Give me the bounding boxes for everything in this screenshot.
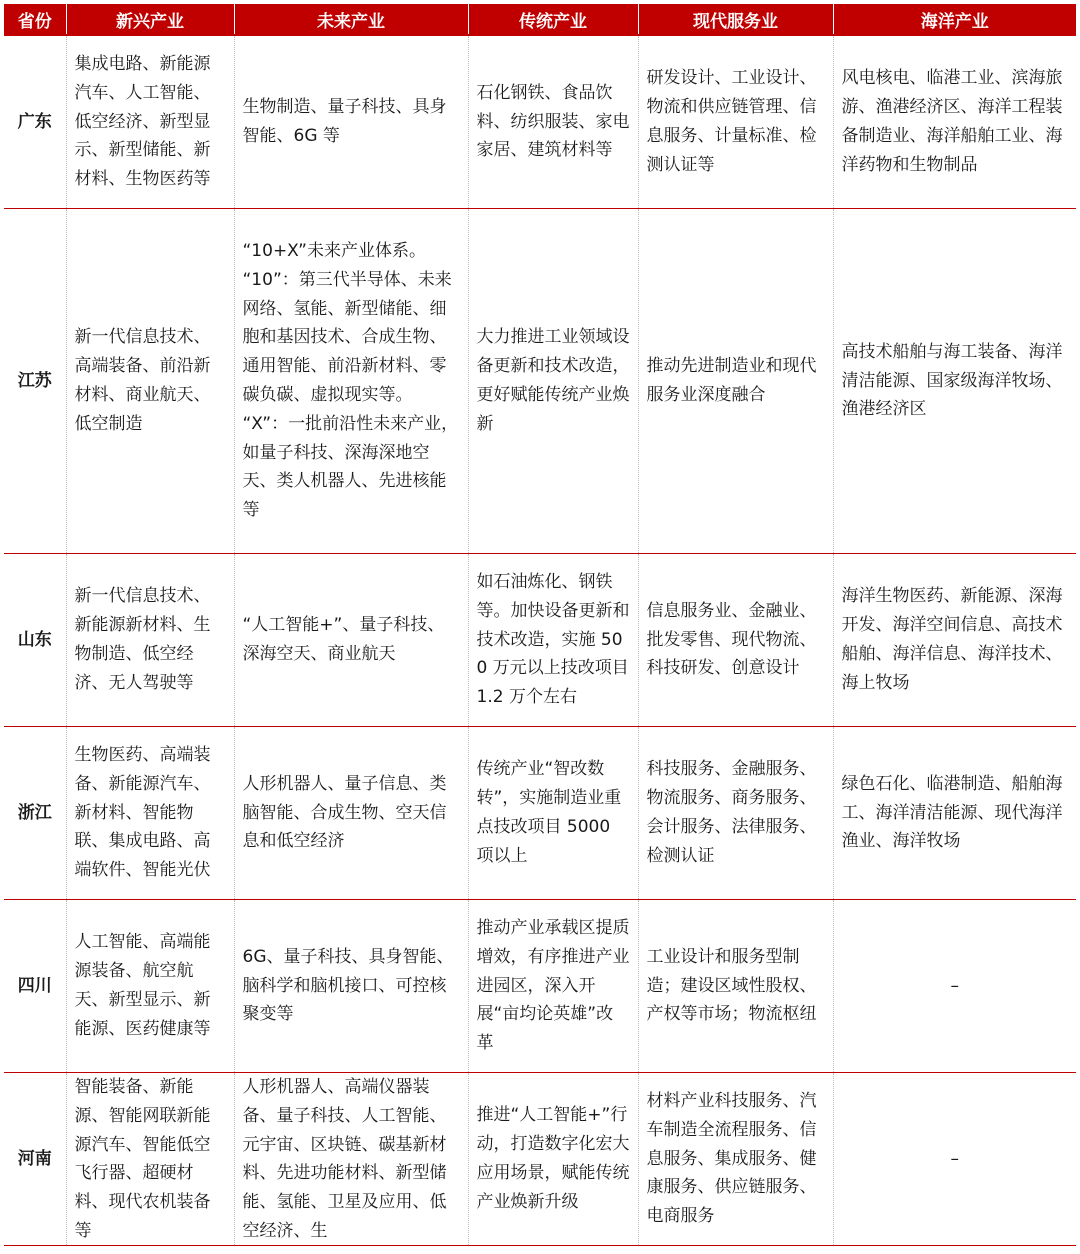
table-row-henan: [4, 1073, 1076, 1246]
emerging-cell: [66, 554, 234, 727]
traditional-cell: [468, 727, 638, 900]
table-header: [4, 4, 1076, 35]
table-body: [4, 35, 1076, 1246]
marine-text: 绿色石化、临港制造、船舶海工、海洋清洁能源、现代海洋渔业、海洋牧场: [841, 773, 1063, 852]
marine-cell: [833, 554, 1076, 727]
header-marine: 海洋产业: [833, 4, 1076, 35]
modern-service-text: 科技服务、金融服务、物流服务、商务服务、会计服务、法律服务、检测认证: [646, 759, 817, 866]
future-text: 生物制造、量子科技、具身智能、6G 等: [242, 97, 447, 146]
marine-cell: [833, 1073, 1076, 1246]
emerging-text: 新一代信息技术、新能源新材料、生物制造、低空经济、无人驾驶等: [74, 586, 211, 693]
traditional-cell: [468, 209, 638, 554]
emerging-cell: [66, 900, 234, 1073]
table-row-guangdong: [4, 35, 1076, 209]
province-cell: 江苏: [4, 209, 66, 554]
emerging-text: 新一代信息技术、高端装备、前沿新材料、商业航天、低空制造: [74, 327, 211, 434]
table-row-shandong: [4, 554, 1076, 727]
province-cell: 广东: [4, 35, 66, 209]
emerging-cell: [66, 209, 234, 554]
future-cell: [234, 1073, 468, 1246]
emerging-cell: [66, 35, 234, 209]
future-text: 人形机器人、高端仪器装备、量子科技、人工智能、元宇宙、区块链、碳基新材料、先进功能材料、新型储能、氢能、卫星及应用、低空经济、生: [242, 1077, 447, 1241]
modern-service-cell: [638, 900, 833, 1073]
marine-text: –: [950, 975, 959, 996]
table-row-zhejiang: [4, 727, 1076, 900]
modern-service-cell: [638, 209, 833, 554]
province-cell: 山东: [4, 554, 66, 727]
table-row-sichuan: [4, 900, 1076, 1073]
traditional-text: 推进“人工智能+”行动，打造数字化宏大应用场景，赋能传统产业焕新升级: [476, 1105, 630, 1212]
future-text: “10+X”未来产业体系。 “10”：第三代半导体、未来网络、氢能、新型储能、细胞和基因技术、合成生物、通用智能、前沿新材料、零碳负碳、虚拟现实等。 “X”：一批前沿性未来产业，如量子科技、深海深地空天、类人机器人、先进核能等: [242, 241, 459, 521]
header-traditional: 传统产业: [468, 4, 638, 35]
modern-service-cell: [638, 727, 833, 900]
header-province: 省份: [4, 4, 66, 35]
industry-comparison-table: [4, 4, 1076, 1246]
modern-service-cell: [638, 554, 833, 727]
modern-service-cell: [638, 35, 833, 209]
province-cell: 四川: [4, 900, 66, 1073]
province-cell: 河南: [4, 1073, 66, 1246]
header-modern-service: 现代服务业: [638, 4, 833, 35]
header-future: 未来产业: [234, 4, 468, 35]
marine-text: 高技术船舶与海工装备、海洋清洁能源、国家级海洋牧场、渔港经济区: [841, 341, 1063, 420]
industry-table-container: [4, 4, 1076, 1246]
traditional-text: 传统产业“智改数转”，实施制造业重点技改项目 5000 项以上: [476, 759, 622, 866]
modern-service-text: 材料产业科技服务、汽车制造全流程服务、信息服务、集成服务、健康服务、供应链服务、电商服务: [646, 1091, 817, 1227]
traditional-cell: [468, 1073, 638, 1246]
emerging-text: 生物医药、高端装备、新能源汽车、新材料、智能物联、集成电路、高端软件、智能光伏: [74, 745, 211, 881]
future-cell: [234, 900, 468, 1073]
traditional-cell: [468, 35, 638, 209]
modern-service-text: 推动先进制造业和现代服务业深度融合: [646, 356, 817, 405]
future-text: 人形机器人、量子信息、类脑智能、合成生物、空天信息和低空经济: [242, 773, 447, 852]
header-emerging: 新兴产业: [66, 4, 234, 35]
marine-text: –: [950, 1148, 959, 1169]
marine-cell: [833, 900, 1076, 1073]
marine-cell: [833, 35, 1076, 209]
marine-text: 风电核电、临港工业、滨海旅游、渔港经济区、海洋工程装备制造业、海洋船舶工业、海洋药物和生物制品: [841, 68, 1063, 175]
emerging-text: 人工智能、高端能源装备、航空航天、新型显示、新能源、医药健康等: [74, 932, 211, 1039]
marine-cell: [833, 209, 1076, 554]
table-row-jiangsu: [4, 209, 1076, 554]
modern-service-text: 信息服务业、金融业、批发零售、现代物流、科技研发、创意设计: [646, 600, 817, 679]
future-text: 6G、量子科技、具身智能、脑科学和脑机接口、可控核聚变等: [242, 946, 454, 1025]
emerging-cell: [66, 1073, 234, 1246]
emerging-text: 集成电路、新能源汽车、人工智能、低空经济、新型显示、新型储能、新材料、生物医药等: [74, 54, 211, 190]
future-cell: [234, 727, 468, 900]
modern-service-text: 研发设计、工业设计、物流和供应链管理、信息服务、计量标准、检测认证等: [646, 68, 817, 175]
future-cell: [234, 554, 468, 727]
traditional-text: 推动产业承载区提质增效，有序推进产业进园区，深入开展“亩均论英雄”改革: [476, 918, 630, 1054]
marine-cell: [833, 727, 1076, 900]
modern-service-text: 工业设计和服务型制造；建设区域性股权、产权等市场；物流枢纽: [646, 946, 817, 1025]
marine-text: 海洋生物医药、新能源、深海开发、海洋空间信息、高技术船舶、海洋信息、海洋技术、海上牧场: [841, 586, 1063, 693]
traditional-text: 大力推进工业领域设备更新和技术改造，更好赋能传统产业焕新: [476, 327, 630, 434]
traditional-cell: [468, 900, 638, 1073]
traditional-text: 如石油炼化、钢铁等。加快设备更新和技术改造，实施 500 万元以上技改项目 1.2 万个左右: [476, 572, 635, 708]
modern-service-cell: [638, 1073, 833, 1246]
emerging-text: 智能装备、新能源、智能网联新能源汽车、智能低空飞行器、超硬材料、现代农机装备等: [74, 1077, 211, 1241]
future-cell: [234, 35, 468, 209]
traditional-text: 石化钢铁、食品饮料、纺织服装、家电家居、建筑材料等: [476, 82, 630, 161]
emerging-cell: [66, 727, 234, 900]
header-row: [4, 4, 1076, 35]
future-text: “人工智能+”、量子科技、深海空天、商业航天: [242, 615, 445, 664]
province-cell: 浙江: [4, 727, 66, 900]
traditional-cell: [468, 554, 638, 727]
future-cell: [234, 209, 468, 554]
